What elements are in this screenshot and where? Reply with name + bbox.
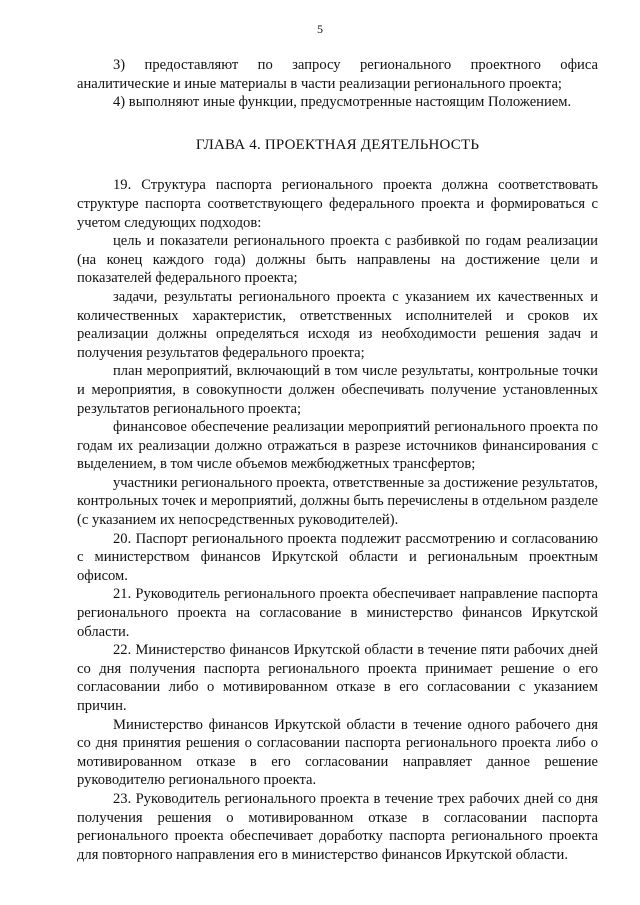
paragraph: задачи, результаты регионального проекта с указанием их качественных и количественных характеристик, ответственных исполнителей и сроков их реализации должны определяться исходя из необходимости решения задач и получения результатов федерального проекта; xyxy=(77,288,598,361)
chapter-heading: ГЛАВА 4. ПРОЕКТНАЯ ДЕЯТЕЛЬНОСТЬ xyxy=(195,136,480,153)
paragraph: 19. Структура паспорта регионального проекта должна соответствовать структуре паспорта соответствующего федерального проекта и формироваться с учетом следующих подходов: xyxy=(77,177,598,231)
paragraph: план мероприятий, включающий в том числе результаты, контрольные точки и мероприятия, в совокупности должен обеспечивать получение установленных результатов регионального проекта; xyxy=(77,363,598,417)
paragraph: 23. Руководитель регионального проекта в течение трех рабочих дней со дня получения решения о мотивированном отказе в согласовании паспорта регионального проекта обеспечивает доработку паспорта регионального проекта для повторного направления его в министерство финансов Иркутской области. xyxy=(77,790,598,863)
paragraph: 4) выполняют иные функции, предусмотренные настоящим Положением. xyxy=(113,94,572,111)
paragraph: участники регионального проекта, ответственные за достижение результатов, контрольных точек и мероприятий, должны быть перечислены в отдельном разделе (с указанием их непосредственных руководителей). xyxy=(77,474,598,529)
page-number: 5 xyxy=(317,22,323,36)
paragraph: финансовое обеспечение реализации мероприятий регионального проекта по годам их реализации должно отражаться в разрезе источников финансирования с выделением, в том числе объемов межбюджетных трансфертов; xyxy=(77,419,598,473)
paragraph: 3) предоставляют по запросу регионального проектного офиса аналитические и иные материалы в части реализации регионального проекта; xyxy=(77,57,598,92)
paragraph: 22. Министерство финансов Иркутской области в течение пяти рабочих дней со дня получения паспорта регионального проекта принимает решение о его согласовании либо о мотивированном отказе в его согласовании с указанием причин. xyxy=(77,642,598,714)
paragraph: цель и показатели регионального проекта с разбивкой по годам реализации (на конец каждого года) должны быть направлены на достижение цели и показателей федерального проекта; xyxy=(77,233,598,287)
document-body xyxy=(77,56,598,864)
paragraph: 21. Руководитель регионального проекта обеспечивает направление паспорта регионального проекта на согласование в министерство финансов Иркутской области. xyxy=(77,586,598,640)
paragraph: Министерство финансов Иркутской области в течение одного рабочего дня со дня принятия решения о согласовании паспорта регионального проекта либо о мотивированном отказе в его согласовании направляет данное решение руководителю регионального проекта. xyxy=(77,716,598,789)
paragraph: 20. Паспорт регионального проекта подлежит рассмотрению и согласованию с министерством финансов Иркутской области и региональным проектным офисом. xyxy=(77,530,598,584)
